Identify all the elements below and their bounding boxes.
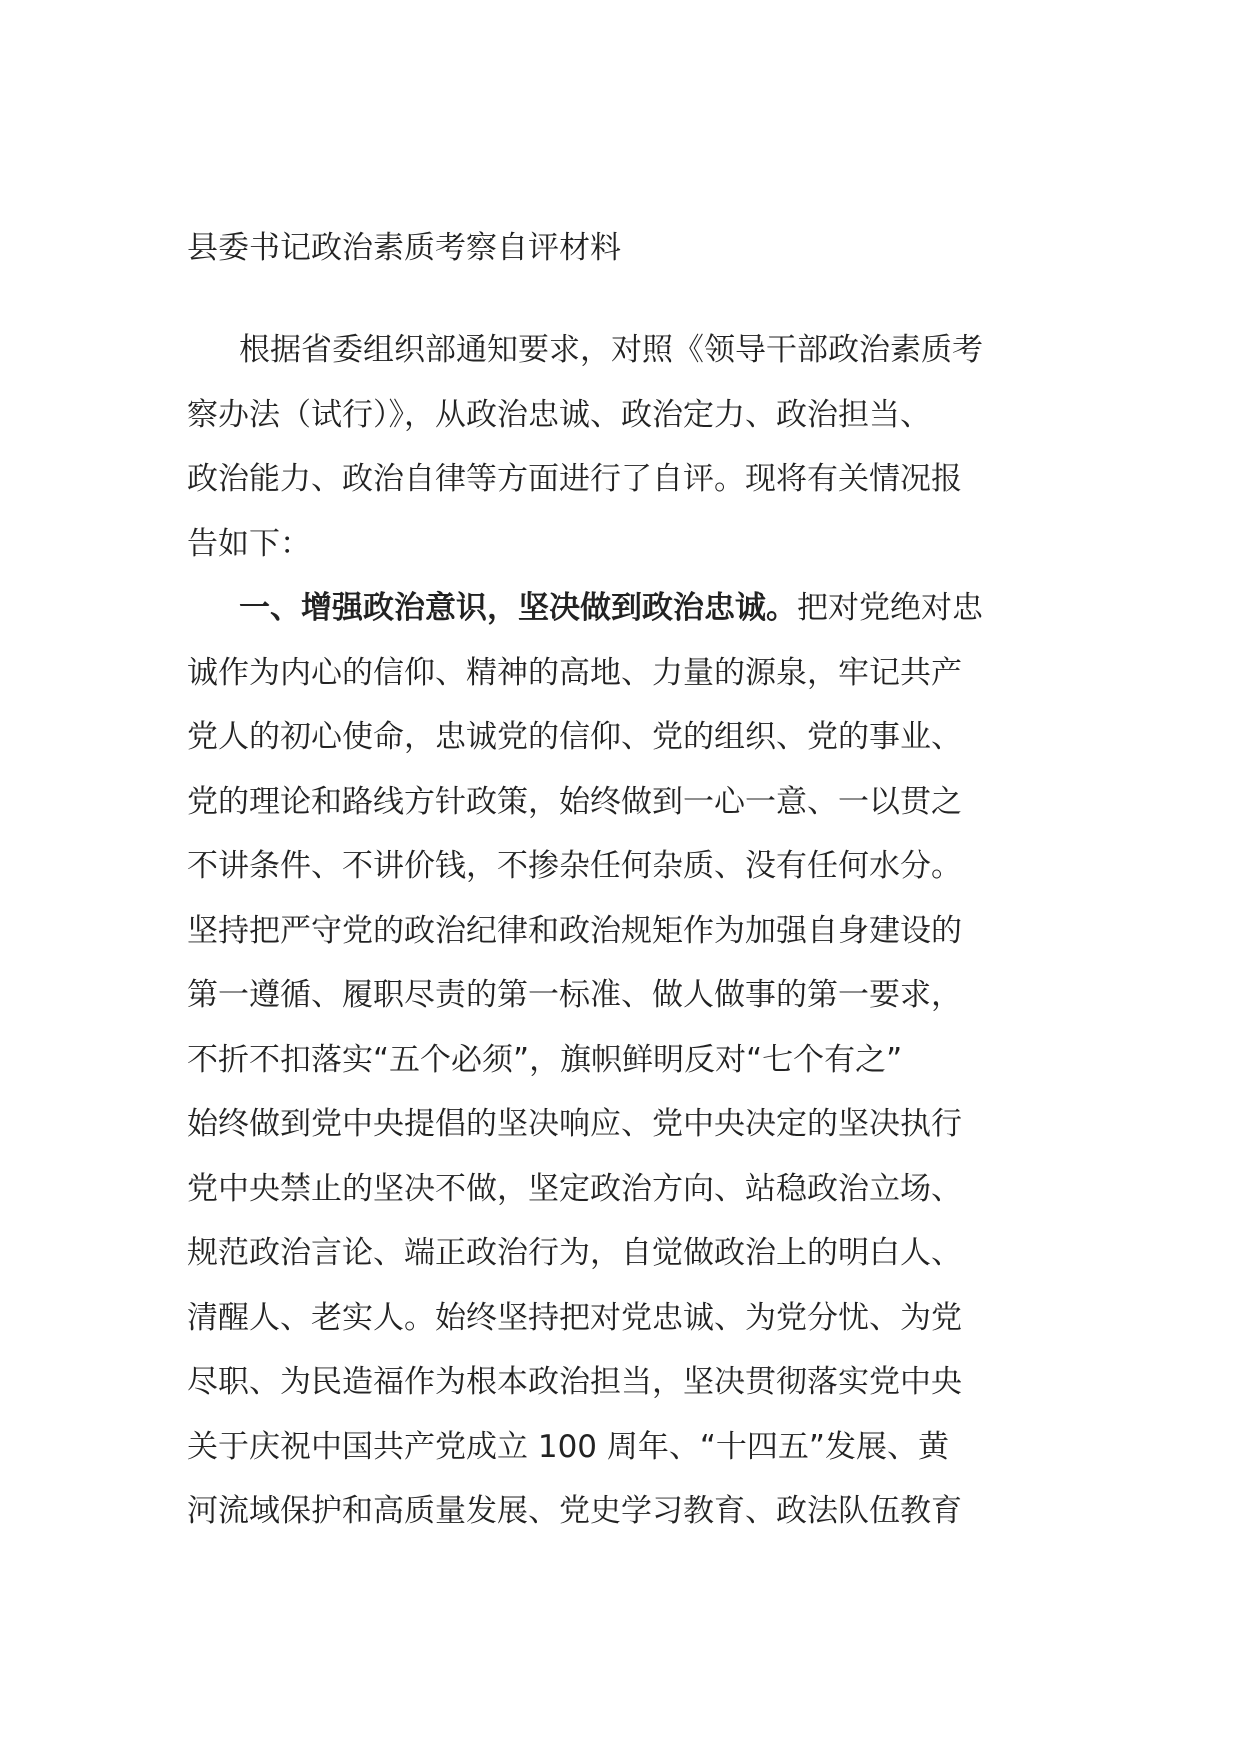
section1-line: 清醒人、老实人。始终坚持把对党忠诚、为党分忧、为党 bbox=[187, 1299, 962, 1336]
section1-line: 诚作为内心的信仰、精神的高地、力量的源泉，牢记共产 bbox=[187, 654, 962, 691]
section1-line: 党人的初心使命，忠诚党的信仰、党的组织、党的事业、 bbox=[187, 719, 962, 755]
section1-heading: 一、增强政治意识，坚决做到政治忠诚。 bbox=[239, 590, 797, 626]
section1-line: 不折不扣落实“五个必须”，旗帜鲜明反对“七个有之” bbox=[187, 1041, 903, 1078]
section1-line: 党的理论和路线方针政策，始终做到一心一意、一以贯之 bbox=[187, 783, 962, 820]
section1-line: 规范政治言论、端正政治行为，自觉做政治上的明白人、 bbox=[187, 1235, 962, 1271]
intro-line: 告如下： bbox=[187, 525, 311, 562]
intro-line: 政治能力、政治自律等方面进行了自评。现将有关情况报 bbox=[187, 461, 962, 497]
section1-line: 河流域保护和高质量发展、党史学习教育、政法队伍教育 bbox=[187, 1493, 962, 1529]
section1-line: 党中央禁止的坚决不做，坚定政治方向、站稳政治立场、 bbox=[187, 1170, 962, 1207]
section1-line: 尽职、为民造福作为根本政治担当，坚决贯彻落实党中央 bbox=[187, 1364, 962, 1400]
intro-line: 根据省委组织部通知要求，对照《领导干部政治素质考 bbox=[239, 332, 983, 368]
document-title: 县委书记政治素质考察自评材料 bbox=[187, 230, 621, 266]
section1-line: 坚持把严守党的政治纪律和政治规矩作为加强自身建设的 bbox=[187, 912, 962, 949]
section1-heading-rest: 把对党绝对忠 bbox=[797, 590, 983, 626]
section1-line: 第一遵循、履职尽责的第一标准、做人做事的第一要求， bbox=[187, 977, 962, 1013]
section1-line: 关于庆祝中国共产党成立 100 周年、“十四五”发展、黄 bbox=[187, 1428, 949, 1465]
section1-first-line bbox=[187, 576, 1053, 641]
intro-line: 察办法（试行）》，从政治忠诚、政治定力、政治担当、 bbox=[187, 396, 931, 433]
section1-line: 不讲条件、不讲价钱，不掺杂任何杂质、没有任何水分。 bbox=[187, 848, 962, 884]
document-body bbox=[187, 318, 1053, 1544]
section1-line: 始终做到党中央提倡的坚决响应、党中央决定的坚决执行 bbox=[187, 1106, 962, 1142]
